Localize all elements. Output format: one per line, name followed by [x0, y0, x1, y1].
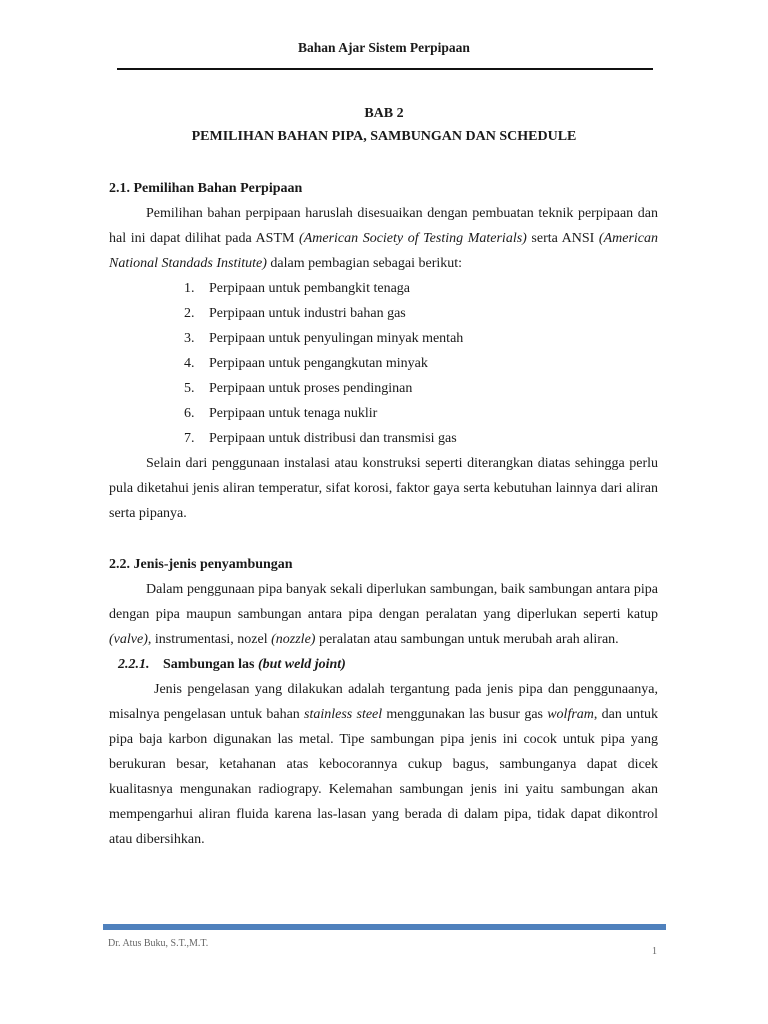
- list-number: 4.: [184, 356, 195, 372]
- intro-text: serta ANSI: [526, 231, 599, 247]
- section-heading-2-2: 2.2. Jenis-jenis penyambungan: [109, 556, 293, 572]
- list-number: 2.: [184, 306, 195, 322]
- section-2-1-intro: [109, 201, 658, 276]
- list-number: 1.: [184, 281, 195, 297]
- list-number: 6.: [184, 406, 195, 422]
- paragraph-text: Dalam penggunaan pipa banyak sekali diperlukan sambungan, baik sambungan antara pipa dengan pipa maupun sambungan antara pipa dengan peralatan yang diperlukan seperti katup: [109, 581, 658, 622]
- list-text: Perpipaan untuk penyulingan minyak mentah: [209, 331, 464, 347]
- subsection-title: Sambungan las: [163, 656, 258, 672]
- body-content: [109, 176, 658, 853]
- list-number: 5.: [184, 381, 195, 397]
- header-rule: [117, 68, 653, 70]
- chapter-title: PEMILIHAN BAHAN PIPA, SAMBUNGAN DAN SCHEDULE: [191, 129, 577, 144]
- subsection-title-italic: (but weld joint): [257, 656, 346, 672]
- paragraph-text: menggunakan las busur gas: [382, 706, 548, 722]
- ansi-term: (American National Standads Institute): [109, 231, 658, 272]
- list-item: [184, 426, 658, 451]
- nozzle-term: (nozzle): [271, 631, 316, 647]
- section-heading-2-1: 2.1. Pemilihan Bahan Perpipaan: [109, 181, 303, 196]
- footer-rule: [103, 924, 666, 930]
- list-item: [184, 376, 658, 401]
- paragraph-text: peralatan atau sambungan untuk merubah arah aliran.: [315, 631, 619, 647]
- list-item: [184, 326, 658, 351]
- stainless-steel-term: stainless steel: [304, 706, 383, 722]
- paragraph-text: , dan untuk pipa baja karbon digunakan las metal. Tipe sambungan pipa jenis ini cocok untuk pipa yang berukuran besar, ketahanan atas kebocorannya cukup bagus, sambunganya dapat dicek kualitasnya mengunakan radiograpy. Kelemahan sambungan jenis ini yaitu sambungan akan mempengarhui aliran fluida karena las-lasan yang berada di dalam pipa, tidak dapat dikontrol atau dibersihkan.: [109, 706, 658, 848]
- list-text: Perpipaan untuk pengangkutan minyak: [209, 356, 428, 372]
- subsection-paragraph: [109, 677, 658, 853]
- list-item: [184, 301, 658, 326]
- footer-author: Dr. Atus Buku, S.T.,M.T.: [108, 938, 209, 949]
- list-item: [184, 401, 658, 426]
- list-text: Perpipaan untuk proses pendinginan: [209, 381, 413, 397]
- running-header: Bahan Ajar Sistem Perpipaan: [298, 40, 470, 55]
- spacer: [109, 527, 658, 552]
- subsection-heading-2-2-1: [118, 652, 658, 677]
- list-item: [184, 276, 658, 301]
- intro-text: Pemilihan bahan perpipaan haruslah disesuaikan dengan pembuatan teknik perpipaan dan hal ini dapat dilihat pada ASTM: [109, 206, 658, 247]
- chapter-label: BAB 2: [364, 106, 404, 121]
- list-number: 3.: [184, 331, 195, 347]
- paragraph-text: Jenis pengelasan yang dilakukan adalah tergantung pada jenis pipa dan penggunaanya, misalnya pengelasan untuk bahan: [109, 681, 658, 722]
- astm-term: (American Society of Testing Materials): [299, 231, 527, 247]
- list-number: 7.: [184, 431, 195, 447]
- list-text: Perpipaan untuk distribusi dan transmisi gas: [209, 431, 457, 447]
- intro-text: dalam pembagian sebagai berikut:: [266, 256, 463, 272]
- piping-category-list: [109, 276, 658, 451]
- list-item: [184, 351, 658, 376]
- page-number: 1: [652, 946, 657, 957]
- list-text: Perpipaan untuk pembangkit tenaga: [209, 281, 410, 297]
- section-2-1-closing: Selain dari penggunaan instalasi atau konstruksi seperti diterangkan diatas sehingga perlu pula diketahui jenis aliran temperatur, sifat korosi, faktor gaya serta kebutuhan lainnya dari aliran serta pipanya.: [109, 456, 658, 522]
- valve-term: (valve): [109, 631, 148, 647]
- subsection-number: 2.2.1.: [118, 656, 150, 672]
- list-text: Perpipaan untuk industri bahan gas: [209, 306, 406, 322]
- wolfram-term: wolfram: [547, 706, 594, 722]
- section-2-2-paragraph: [109, 577, 658, 652]
- paragraph-text: , instrumentasi, nozel: [147, 631, 272, 647]
- list-text: Perpipaan untuk tenaga nuklir: [209, 406, 378, 422]
